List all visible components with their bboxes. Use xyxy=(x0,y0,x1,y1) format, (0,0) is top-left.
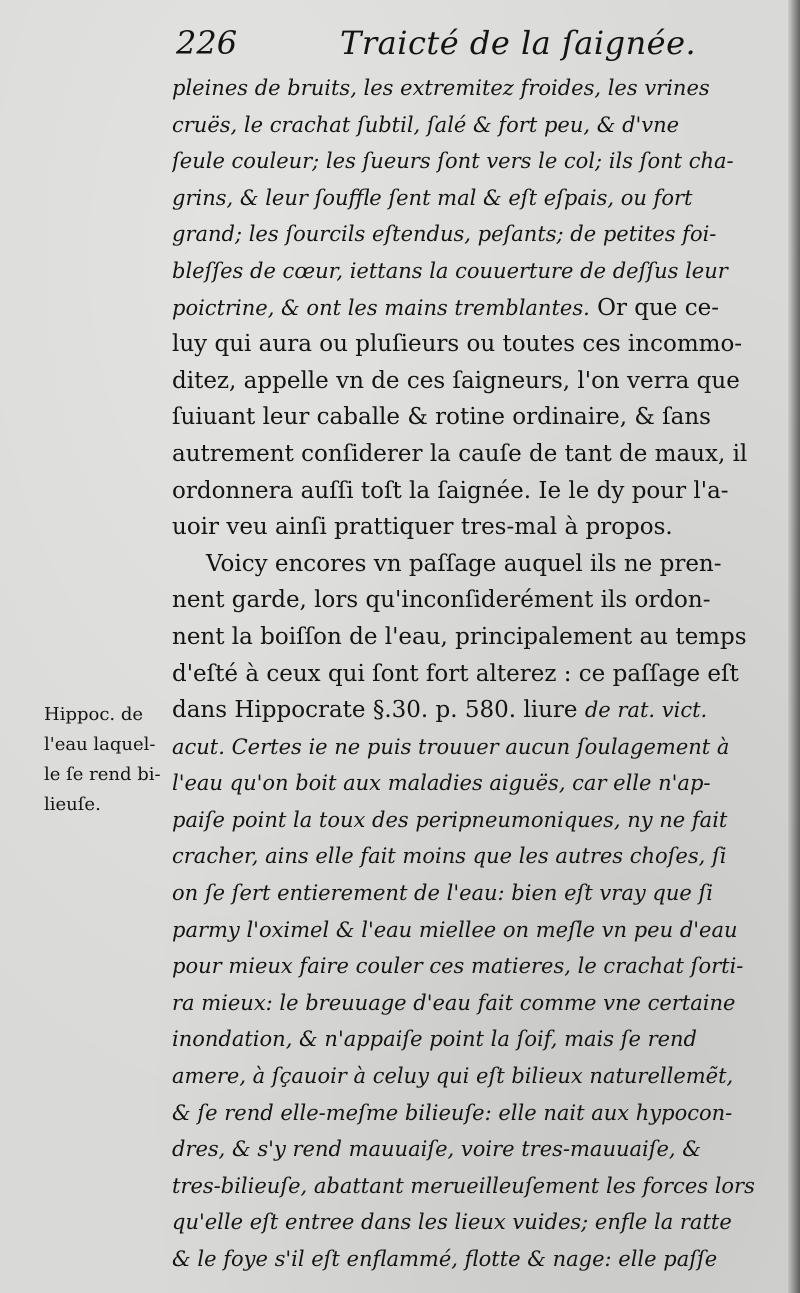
text-segment: uoir veu ainſi prattiquer tres-mal à propos. xyxy=(172,514,673,541)
text-segment: Voicy encores vn paſſage auquel ils ne pren- xyxy=(206,550,722,577)
text-segment: pleines de bruits, les extremitez froides, les vrines xyxy=(172,76,710,100)
margin-note-line: le ſe rend bi- xyxy=(44,764,161,785)
text-line xyxy=(172,656,764,693)
text-line xyxy=(172,180,764,217)
margin-note-line: l'eau laquel- xyxy=(44,734,156,755)
text-line xyxy=(172,765,764,802)
text-line xyxy=(172,436,764,473)
text-segment: grand; les ſourcils eſtendus, peſants; de petites foi- xyxy=(172,222,717,247)
running-title: Traicté de la ſaignée. xyxy=(340,24,697,62)
text-segment: acut. Certes ie ne puis trouuer aucun ſoulagement à xyxy=(172,734,730,759)
text-segment: ſuiuant leur caballe & rotine ordinaire, & ſans xyxy=(172,404,711,431)
text-segment: poictrine, & ont les mains tremblantes. xyxy=(172,295,590,320)
text-line xyxy=(172,107,764,144)
text-line xyxy=(172,1058,764,1095)
text-segment: dres, & s'y rend mauuaiſe, voire tres-mauuaiſe, & xyxy=(172,1137,701,1162)
text-line xyxy=(172,912,764,949)
text-segment: ditez, appelle vn de ces ſaigneurs, l'on verra que xyxy=(172,367,740,394)
text-line xyxy=(172,1241,764,1278)
page-header xyxy=(172,18,772,68)
text-line xyxy=(172,692,764,729)
text-line xyxy=(172,326,764,363)
text-line xyxy=(172,985,764,1022)
text-segment: ra mieux: le breuuage d'eau fait comme vne certaine xyxy=(172,990,736,1015)
text-line xyxy=(172,253,764,290)
text-segment: nent garde, lors qu'inconſiderément ils ordon- xyxy=(172,587,711,614)
text-line xyxy=(172,70,764,107)
text-segment: autrement conſiderer la cauſe de tant de maux, il xyxy=(172,440,748,467)
text-line xyxy=(172,363,764,400)
body-text xyxy=(172,70,764,1278)
text-line xyxy=(172,1095,764,1132)
text-segment: cracher, ains elle fait moins que les autres choſes, ſi xyxy=(172,844,727,869)
text-segment: l'eau qu'on boit aux maladies aiguës, car elle n'ap- xyxy=(172,771,711,796)
text-segment: inondation, & n'appaiſe point la ſoif, mais ſe rend xyxy=(172,1027,697,1052)
text-segment: ſeule couleur; les ſueurs ſont vers le col; ils ſont cha- xyxy=(172,149,734,174)
text-segment: luy qui aura ou pluſieurs ou toutes ces incommo- xyxy=(172,331,743,358)
text-line xyxy=(172,582,764,619)
text-segment: qu'elle eſt entree dans les lieux vuides; enfle la ratte xyxy=(172,1210,732,1235)
text-segment: nent la boiſſon de l'eau, principalement au temps xyxy=(172,623,747,650)
text-line xyxy=(172,802,764,839)
text-line xyxy=(172,546,764,583)
text-segment: bleſſes de cœur, iettans la couuerture de deſſus leur xyxy=(172,258,728,283)
text-line xyxy=(172,875,764,912)
text-line xyxy=(172,290,764,327)
text-segment: pour mieux faire couler ces matieres, le crachat ſorti- xyxy=(172,954,744,979)
text-segment: paiſe point la toux des peripneumoniques, ny ne fait xyxy=(172,807,728,832)
text-segment: cruës, le crachat ſubtil, ſalé & fort peu, & d'vne xyxy=(172,112,680,137)
text-line xyxy=(172,1168,764,1205)
text-line xyxy=(172,948,764,985)
page-number: 226 xyxy=(176,24,238,62)
text-segment: d'eſté à ceux qui ſont fort alterez : ce paſſage eſt xyxy=(172,660,739,687)
text-line xyxy=(172,1204,764,1241)
text-segment: dans Hippocrate §.30. p. 580. liure xyxy=(172,697,585,724)
text-segment: amere, à ſçauoir à celuy qui eſt bilieux naturellemẽt, xyxy=(172,1064,734,1089)
text-line xyxy=(172,1021,764,1058)
text-line xyxy=(172,619,764,656)
text-segment: parmy l'oximel & l'eau miellee on meſle vn peu d'eau xyxy=(172,917,738,942)
text-segment: on ſe ſert entierement de l'eau: bien eſt vray que ſi xyxy=(172,881,713,906)
text-line xyxy=(172,473,764,510)
text-line xyxy=(172,1131,764,1168)
margin-note xyxy=(44,700,172,820)
margin-note-line: lieuſe. xyxy=(44,794,101,815)
margin-note-line: Hippoc. de xyxy=(44,704,144,725)
text-segment: Or que ce- xyxy=(589,294,719,321)
text-line xyxy=(172,838,764,875)
text-segment: grins, & leur ſouffle ſent mal & eſt eſpais, ou fort xyxy=(172,185,693,210)
text-line xyxy=(172,399,764,436)
text-line xyxy=(172,729,764,766)
page-edge-shadow xyxy=(788,0,800,1293)
text-segment: de rat. vict. xyxy=(584,698,708,723)
text-line xyxy=(172,509,764,546)
text-segment: tres-bilieuſe, abattant merueilleuſement les forces lors xyxy=(172,1173,755,1198)
text-segment: & le foye s'il eſt enflammé, flotte & nage: elle paſſe xyxy=(172,1247,718,1271)
text-line xyxy=(172,143,764,180)
text-line xyxy=(172,216,764,253)
text-segment: ordonnera auſſi toſt la ſaignée. Ie le dy pour l'a- xyxy=(172,477,729,504)
text-segment: & ſe rend elle-meſme bilieuſe: elle nait aux hypocon- xyxy=(172,1100,733,1125)
